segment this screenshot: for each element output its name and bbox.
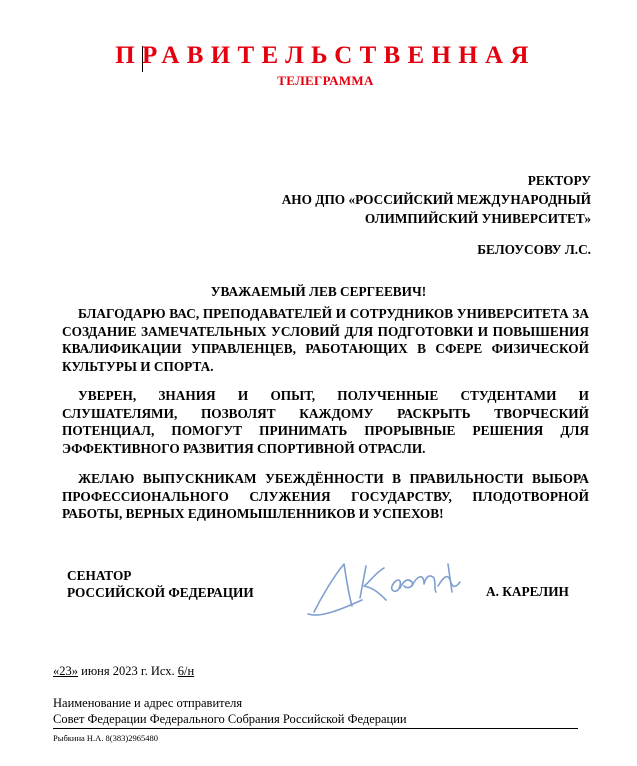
signatory-name: А. КАРЕЛИН xyxy=(486,584,569,599)
date-and-reference xyxy=(53,664,194,679)
telegram-title: ПРАВИТЕЛЬСТВЕННАЯ xyxy=(115,42,536,69)
body-paragraph-3: ЖЕЛАЮ ВЫПУСКНИКАМ УБЕЖДЁННОСТИ В ПРАВИЛЬНОСТИ ВЫБОРА ПРОФЕССИОНАЛЬНОГО СЛУЖЕНИЯ ГОСУДАРСТВУ, ПЛОДОТВОРНОЙ РАБОТЫ, ВЕРНЫХ ЕДИНОМЫШЛЕННИКОВ И УСПЕХОВ! xyxy=(62,471,589,521)
greeting: УВАЖАЕМЫЙ ЛЕВ СЕРГЕЕВИЧ! xyxy=(210,284,427,299)
date-separator-and-ref-label: . Исх. xyxy=(144,664,178,678)
handwritten-signature xyxy=(300,556,470,620)
body-paragraph-1: БЛАГОДАРЮ ВАС, ПРЕПОДАВАТЕЛЕЙ И СОТРУДНИКОВ УНИВЕРСИТЕТА ЗА СОЗДАНИЕ ЗАМЕЧАТЕЛЬНЫХ УСЛОВИЙ ДЛЯ ПОДГОТОВКИ И ПОВЫШЕНИЯ КВАЛИФИКАЦИИ УПРАВЛЕНЦЕВ, РАБОТАЮЩИХ В СФЕРЕ ФИЗИЧЕСКОЙ КУЛЬТУРЫ И СПОРТА. xyxy=(62,306,589,374)
sender-label: Наименование и адрес отправителя xyxy=(53,696,243,710)
recipient-organization-line1: АНО ДПО «РОССИЙСКИЙ МЕЖДУНАРОДНЫЙ xyxy=(281,192,591,207)
executor-contact: Рыбкина Н.А. 8(383)2965480 xyxy=(53,733,158,743)
signatory-title xyxy=(67,567,254,601)
signatory-title-line1: СЕНАТОР xyxy=(67,568,132,583)
reference-number: 6/н xyxy=(177,664,195,678)
recipient-position: РЕКТОРУ xyxy=(527,173,591,188)
date-day: «23» xyxy=(53,664,78,678)
footer-divider xyxy=(53,728,578,729)
recipient-organization-line2: ОЛИМПИЙСКИЙ УНИВЕРСИТЕТ» xyxy=(364,211,591,226)
signatory-title-line2: РОССИЙСКОЙ ФЕДЕРАЦИИ xyxy=(67,585,254,600)
body-paragraph-2: УВЕРЕН, ЗНАНИЯ И ОПЫТ, ПОЛУЧЕННЫЕ СТУДЕНТАМИ И СЛУШАТЕЛЯМИ, ПОЗВОЛЯТ КАЖДОМУ РАСКРЫТЬ ТВОРЧЕСКИЙ ПОТЕНЦИАЛ, ПОМОГУТ ПРИНИМАТЬ ПРОРЫВНЫЕ РЕШЕНИЯ ДЛЯ ЭФФЕКТИВНОГО РАЗВИТИЯ СПОРТИВНОЙ ОТРАСЛИ. xyxy=(62,388,589,456)
telegram-subtitle: ТЕЛЕГРАММА xyxy=(277,73,374,88)
recipient-name: БЕЛОУСОВУ Л.С. xyxy=(477,242,591,257)
date-month-year: июня 2023 г xyxy=(78,664,145,678)
sender-name: Совет Федерации Федерального Собрания Российской Федерации xyxy=(53,712,407,726)
